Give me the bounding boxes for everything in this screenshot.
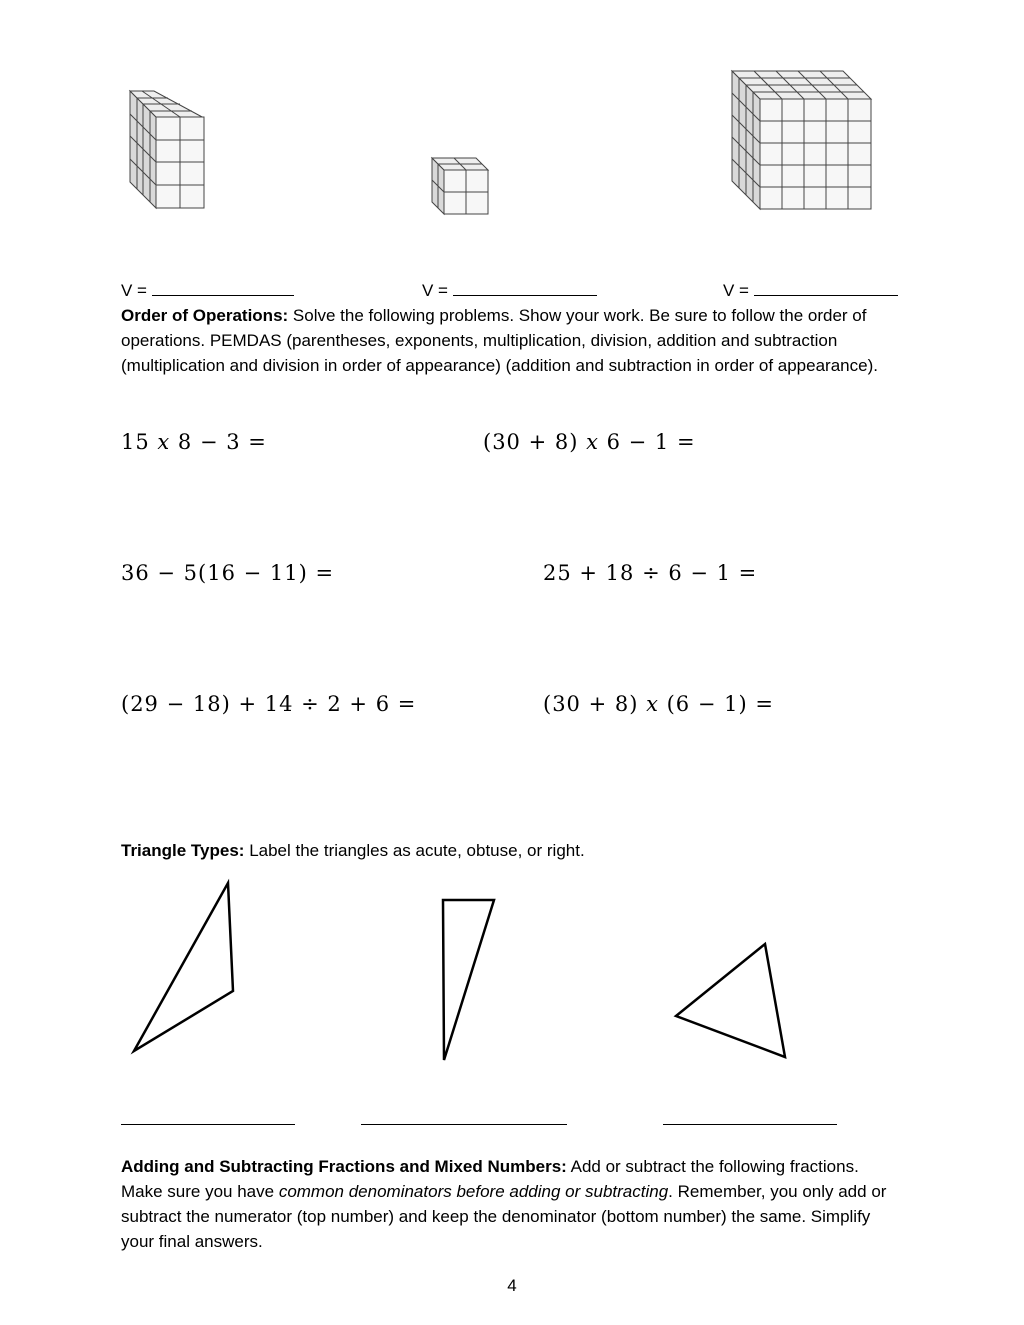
fractions-section [121, 1154, 891, 1254]
order-of-operations-heading: Order of Operations: [121, 306, 289, 325]
problem-4: 25 + 18 ÷ 6 − 1 = [543, 561, 758, 585]
triangle-answer-blank-1[interactable] [121, 1124, 295, 1125]
problem-6: (30 + 8) 𝑥 (6 − 1) = [543, 692, 774, 716]
triangle-types-heading: Triangle Types: [121, 841, 245, 860]
fractions-instructions-emphasis: common denominators before adding or subtracting [278, 1182, 669, 1201]
volume-label: V = [422, 281, 448, 300]
volume-label: V = [121, 281, 147, 300]
problem-2: (30 + 8) 𝑥 6 − 1 = [483, 430, 696, 454]
problem-5: (29 − 18) + 14 ÷ 2 + 6 = [121, 692, 417, 716]
page-number: 4 [507, 1276, 517, 1295]
order-of-operations-instructions: Solve the following problems. Show your work. Be sure to follow the order of operations. PEMDAS (parentheses, exponents, multiplication, division, addition and subtraction (multiplication and division in order of appearance) (addition and subtraction in order of appearance). [121, 306, 878, 375]
fractions-instructions-part-1: Add or subtract the following fractions. Make sure you have [121, 1157, 859, 1201]
triangle-3 [676, 944, 785, 1057]
fractions-heading: Adding and Subtracting Fractions and Mixed Numbers: [121, 1157, 567, 1176]
volume-label: V = [723, 281, 749, 300]
problem-1: 15 𝑥 8 − 3 = [121, 430, 267, 454]
triangle-answer-blank-2[interactable] [361, 1124, 567, 1125]
triangle-1 [134, 883, 233, 1051]
triangle-answer-blank-3[interactable] [663, 1124, 837, 1125]
problem-3: 36 − 5(16 − 11) = [121, 561, 335, 585]
triangle-2 [443, 900, 494, 1060]
triangle-types-instructions: Label the triangles as acute, obtuse, or right. [249, 841, 585, 860]
fractions-instructions-part-2: . Remember, you only add or subtract the numerator (top number) and keep the denominator (bottom number) the same. Simplify your final answers. [121, 1182, 887, 1251]
